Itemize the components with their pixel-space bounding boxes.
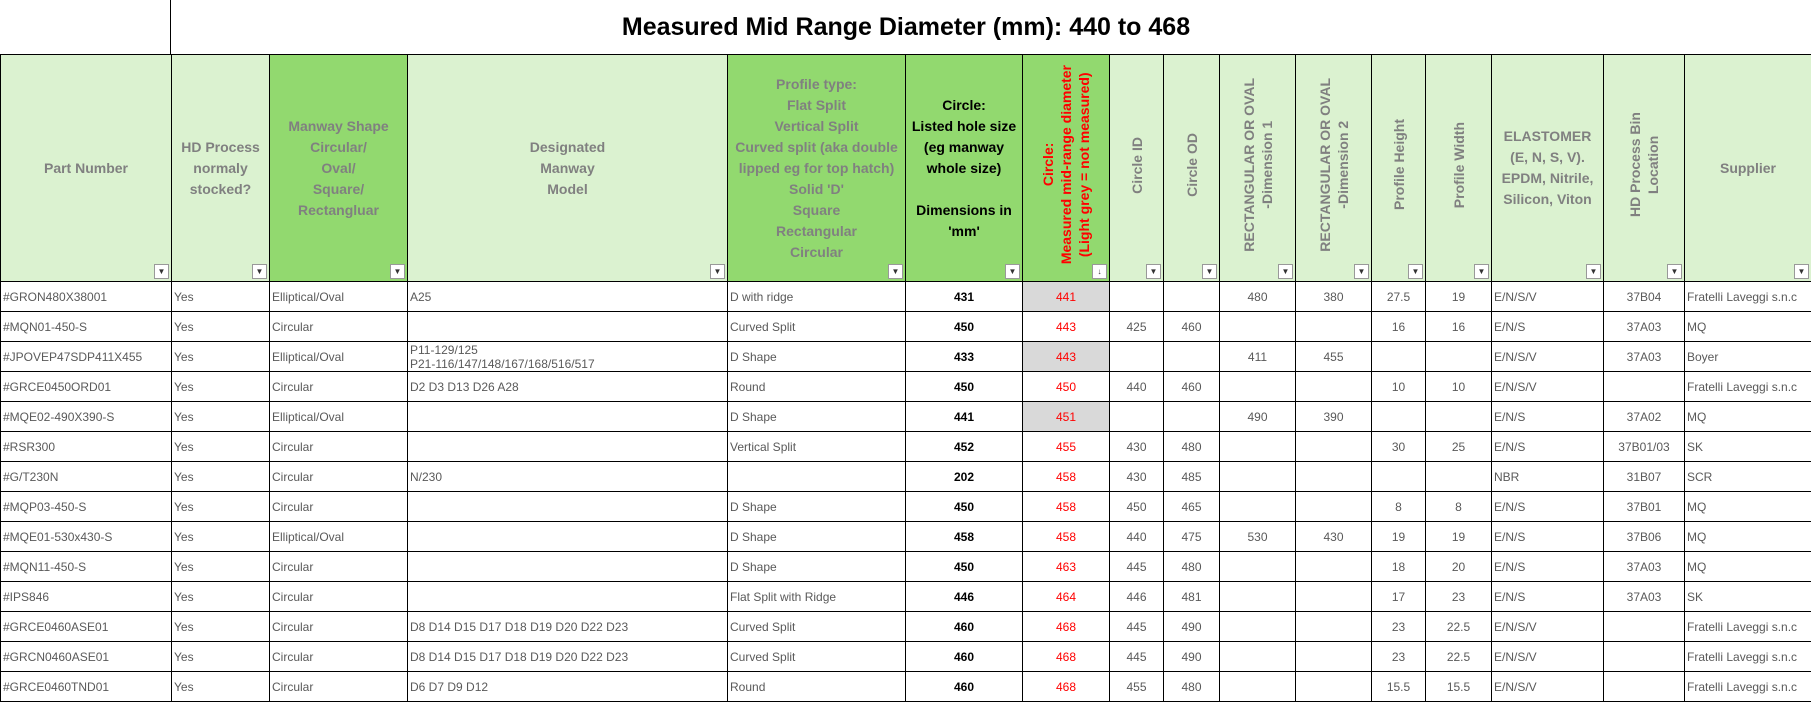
header-elastomer[interactable]: ELASTOMER (E, N, S, V). EPDM, Nitrile, Silicon, Viton ▼ xyxy=(1492,55,1604,282)
bin-location-cell[interactable]: 37B01 xyxy=(1604,492,1685,522)
part-number-cell[interactable]: #MQN01-450-S xyxy=(1,312,172,342)
bin-location-cell[interactable]: 37A03 xyxy=(1604,312,1685,342)
filter-dropdown-icon[interactable]: ▼ xyxy=(1354,264,1369,279)
listed-size-cell[interactable]: 460 xyxy=(906,642,1023,672)
profile-type-cell[interactable]: D with ridge xyxy=(728,282,906,312)
part-number-cell[interactable]: #GRCE0460ASE01 xyxy=(1,612,172,642)
listed-size-cell[interactable]: 460 xyxy=(906,672,1023,702)
rect-dim1-cell[interactable] xyxy=(1220,372,1296,402)
measured-diameter-cell[interactable]: 450 xyxy=(1023,372,1110,402)
filter-dropdown-icon[interactable]: ▼ xyxy=(1146,264,1161,279)
profile-height-cell[interactable] xyxy=(1372,342,1426,372)
hd-process-cell[interactable]: Yes xyxy=(172,372,270,402)
profile-type-cell[interactable]: Curved Split xyxy=(728,612,906,642)
profile-width-cell[interactable]: 20 xyxy=(1426,552,1492,582)
profile-width-cell[interactable]: 19 xyxy=(1426,282,1492,312)
profile-type-cell[interactable]: Flat Split with Ridge xyxy=(728,582,906,612)
circle-id-cell[interactable]: 430 xyxy=(1110,432,1164,462)
measured-diameter-cell[interactable]: 468 xyxy=(1023,672,1110,702)
profile-height-cell[interactable]: 27.5 xyxy=(1372,282,1426,312)
supplier-cell[interactable]: MQ xyxy=(1685,552,1811,582)
elastomer-cell[interactable]: E/N/S xyxy=(1492,522,1604,552)
table-row xyxy=(1,462,1811,492)
hd-process-cell[interactable]: Yes xyxy=(172,642,270,672)
profile-width-cell[interactable]: 22.5 xyxy=(1426,612,1492,642)
bin-location-cell[interactable]: 31B07 xyxy=(1604,462,1685,492)
manway-shape-cell[interactable]: Circular xyxy=(270,312,408,342)
bin-location-cell[interactable]: 37B01/03 xyxy=(1604,432,1685,462)
rect-dim1-cell[interactable] xyxy=(1220,312,1296,342)
rect-dim2-cell[interactable] xyxy=(1296,432,1372,462)
profile-height-cell[interactable]: 8 xyxy=(1372,492,1426,522)
supplier-cell[interactable]: MQ xyxy=(1685,312,1811,342)
table-row xyxy=(1,492,1811,522)
measured-diameter-cell[interactable]: 464 xyxy=(1023,582,1110,612)
manway-shape-cell[interactable]: Circular xyxy=(270,462,408,492)
elastomer-cell[interactable]: E/N/S/V xyxy=(1492,342,1604,372)
bin-location-cell[interactable] xyxy=(1604,612,1685,642)
designated-model-cell[interactable] xyxy=(408,402,728,432)
profile-width-cell[interactable]: 19 xyxy=(1426,522,1492,552)
circle-od-cell[interactable]: 465 xyxy=(1164,492,1220,522)
hd-process-cell[interactable]: Yes xyxy=(172,522,270,552)
circle-od-cell[interactable]: 480 xyxy=(1164,432,1220,462)
header-hd-process[interactable]: HD Process normaly stocked? ▼ xyxy=(172,55,270,282)
manway-shape-cell[interactable]: Circular xyxy=(270,612,408,642)
circle-id-cell[interactable] xyxy=(1110,282,1164,312)
profile-height-cell[interactable]: 10 xyxy=(1372,372,1426,402)
profile-height-cell[interactable]: 30 xyxy=(1372,432,1426,462)
part-number-cell[interactable]: #IPS846 xyxy=(1,582,172,612)
listed-size-cell[interactable]: 450 xyxy=(906,372,1023,402)
manway-shape-cell[interactable]: Circular xyxy=(270,552,408,582)
profile-height-cell[interactable] xyxy=(1372,462,1426,492)
hd-process-cell[interactable]: Yes xyxy=(172,462,270,492)
rect-dim2-cell[interactable] xyxy=(1296,672,1372,702)
profile-height-cell[interactable]: 23 xyxy=(1372,642,1426,672)
bin-location-cell[interactable] xyxy=(1604,672,1685,702)
rect-dim2-cell[interactable]: 380 xyxy=(1296,282,1372,312)
hd-process-cell[interactable]: Yes xyxy=(172,612,270,642)
rect-dim2-cell[interactable] xyxy=(1296,462,1372,492)
listed-size-cell[interactable]: 202 xyxy=(906,462,1023,492)
designated-model-cell[interactable]: N/230 xyxy=(408,462,728,492)
part-number-cell[interactable]: #MQP03-450-S xyxy=(1,492,172,522)
header-manway-shape[interactable]: Manway Shape Circular/ Oval/ Square/ Rectangluar ▼ xyxy=(270,55,408,282)
profile-width-cell[interactable] xyxy=(1426,462,1492,492)
profile-height-cell[interactable]: 16 xyxy=(1372,312,1426,342)
designated-model-cell[interactable]: A25 xyxy=(408,282,728,312)
designated-model-cell[interactable] xyxy=(408,342,728,372)
elastomer-cell[interactable]: NBR xyxy=(1492,462,1604,492)
hd-process-cell[interactable]: Yes xyxy=(172,582,270,612)
manway-shape-cell[interactable]: Circular xyxy=(270,672,408,702)
profile-width-cell[interactable]: 16 xyxy=(1426,312,1492,342)
circle-od-cell[interactable]: 485 xyxy=(1164,462,1220,492)
table-row xyxy=(1,672,1811,702)
table-row xyxy=(1,432,1811,462)
part-number-cell[interactable]: #GRCE0450ORD01 xyxy=(1,372,172,402)
bin-location-cell[interactable]: 37A03 xyxy=(1604,342,1685,372)
filter-dropdown-icon[interactable]: ▼ xyxy=(1408,264,1423,279)
part-number-cell[interactable]: #G/T230N xyxy=(1,462,172,492)
header-row xyxy=(1,55,1811,282)
profile-width-cell[interactable] xyxy=(1426,342,1492,372)
table-row xyxy=(1,372,1811,402)
rect-dim2-cell[interactable] xyxy=(1296,612,1372,642)
circle-id-cell[interactable]: 450 xyxy=(1110,492,1164,522)
rect-dim2-cell[interactable]: 455 xyxy=(1296,342,1372,372)
profile-width-cell[interactable] xyxy=(1426,402,1492,432)
profile-type-cell[interactable]: D Shape xyxy=(728,342,906,372)
rect-dim1-cell[interactable]: 530 xyxy=(1220,522,1296,552)
filter-dropdown-icon[interactable]: ▼ xyxy=(1586,264,1601,279)
filter-dropdown-icon[interactable]: ▼ xyxy=(710,264,725,279)
elastomer-cell[interactable]: E/N/S/V xyxy=(1492,612,1604,642)
circle-id-cell[interactable]: 425 xyxy=(1110,312,1164,342)
rect-dim1-cell[interactable] xyxy=(1220,492,1296,522)
circle-od-cell[interactable]: 480 xyxy=(1164,672,1220,702)
profile-type-cell[interactable]: Curved Split xyxy=(728,312,906,342)
elastomer-cell[interactable]: E/N/S/V xyxy=(1492,642,1604,672)
circle-od-cell[interactable] xyxy=(1164,282,1220,312)
manway-shape-cell[interactable]: Circular xyxy=(270,642,408,672)
listed-size-cell[interactable]: 450 xyxy=(906,492,1023,522)
supplier-cell[interactable]: SK xyxy=(1685,432,1811,462)
measured-diameter-cell[interactable]: 451 xyxy=(1023,402,1110,432)
designated-model-cell[interactable] xyxy=(408,522,728,552)
rect-dim1-cell[interactable] xyxy=(1220,462,1296,492)
designated-model-cell[interactable] xyxy=(408,552,728,582)
profile-type-cell[interactable]: Round xyxy=(728,672,906,702)
header-bin-location[interactable]: HD Process Bin Location ▼ xyxy=(1604,55,1685,282)
designated-model-cell[interactable]: D6 D7 D9 D12 xyxy=(408,672,728,702)
table-row xyxy=(1,552,1811,582)
header-circle-od[interactable]: Circle OD ▼ xyxy=(1164,55,1220,282)
filter-dropdown-icon[interactable]: ▼ xyxy=(1202,264,1217,279)
part-number-cell[interactable]: #GRCE0460TND01 xyxy=(1,672,172,702)
filter-dropdown-icon[interactable]: ▼ xyxy=(1474,264,1489,279)
rect-dim2-cell[interactable] xyxy=(1296,372,1372,402)
manway-shape-cell[interactable]: Elliptical/Oval xyxy=(270,342,408,372)
filter-dropdown-icon[interactable]: ▼ xyxy=(252,264,267,279)
profile-type-cell[interactable]: D Shape xyxy=(728,492,906,522)
rect-dim2-cell[interactable] xyxy=(1296,312,1372,342)
profile-height-cell[interactable]: 19 xyxy=(1372,522,1426,552)
elastomer-cell[interactable]: E/N/S/V xyxy=(1492,672,1604,702)
header-profile-type[interactable]: Profile type: Flat Split Vertical Split Curved split (aka double lipped eg for top hatch) Solid 'D' Square Rectangular Circular ▼ xyxy=(728,55,906,282)
measured-diameter-cell[interactable]: 443 xyxy=(1023,342,1110,372)
elastomer-cell[interactable]: E/N/S xyxy=(1492,552,1604,582)
circle-id-cell[interactable]: 445 xyxy=(1110,612,1164,642)
manway-shape-cell[interactable]: Elliptical/Oval xyxy=(270,522,408,552)
profile-type-cell[interactable]: Round xyxy=(728,372,906,402)
parts-table xyxy=(0,54,1811,702)
bin-location-cell[interactable] xyxy=(1604,372,1685,402)
table-row xyxy=(1,402,1811,432)
header-circle-listed[interactable]: Circle: Listed hole size (eg manway whole size) Dimensions in 'mm' ▼ xyxy=(906,55,1023,282)
profile-height-cell[interactable]: 15.5 xyxy=(1372,672,1426,702)
circle-od-cell[interactable]: 460 xyxy=(1164,312,1220,342)
elastomer-cell[interactable]: E/N/S xyxy=(1492,432,1604,462)
circle-od-cell[interactable] xyxy=(1164,402,1220,432)
title-blank-cell[interactable] xyxy=(0,0,171,54)
rect-dim1-cell[interactable]: 411 xyxy=(1220,342,1296,372)
supplier-cell[interactable]: Fratelli Laveggi s.n.c xyxy=(1685,672,1811,702)
bin-location-cell[interactable]: 37B04 xyxy=(1604,282,1685,312)
circle-id-cell[interactable]: 455 xyxy=(1110,672,1164,702)
hd-process-cell[interactable]: Yes xyxy=(172,552,270,582)
rect-dim1-cell[interactable] xyxy=(1220,582,1296,612)
rect-dim1-cell[interactable]: 480 xyxy=(1220,282,1296,312)
filter-dropdown-icon[interactable]: ▼ xyxy=(1667,264,1682,279)
profile-height-cell[interactable]: 18 xyxy=(1372,552,1426,582)
profile-width-cell[interactable]: 23 xyxy=(1426,582,1492,612)
profile-height-cell[interactable]: 23 xyxy=(1372,612,1426,642)
circle-od-cell[interactable]: 460 xyxy=(1164,372,1220,402)
supplier-cell[interactable]: Fratelli Laveggi s.n.c xyxy=(1685,642,1811,672)
supplier-cell[interactable]: Fratelli Laveggi s.n.c xyxy=(1685,372,1811,402)
circle-od-cell[interactable]: 475 xyxy=(1164,522,1220,552)
profile-height-cell[interactable] xyxy=(1372,402,1426,432)
hd-process-cell[interactable]: Yes xyxy=(172,402,270,432)
table-row xyxy=(1,342,1811,372)
bin-location-cell[interactable]: 37A03 xyxy=(1604,552,1685,582)
profile-type-cell[interactable]: D Shape xyxy=(728,522,906,552)
header-profile-height[interactable]: Profile Height ▼ xyxy=(1372,55,1426,282)
rect-dim1-cell[interactable] xyxy=(1220,432,1296,462)
rect-dim1-cell[interactable]: 490 xyxy=(1220,402,1296,432)
bin-location-cell[interactable]: 37A02 xyxy=(1604,402,1685,432)
listed-size-cell[interactable]: 431 xyxy=(906,282,1023,312)
circle-od-cell[interactable] xyxy=(1164,342,1220,372)
designated-model-cell[interactable]: D8 D14 D15 D17 D18 D19 D20 D22 D23 xyxy=(408,642,728,672)
profile-width-cell[interactable]: 8 xyxy=(1426,492,1492,522)
table-body xyxy=(1,282,1811,702)
manway-shape-cell[interactable]: Elliptical/Oval xyxy=(270,402,408,432)
rect-dim1-cell[interactable] xyxy=(1220,552,1296,582)
header-part-number[interactable]: Part Number ▼ xyxy=(1,55,172,282)
supplier-cell[interactable]: MQ xyxy=(1685,402,1811,432)
supplier-cell[interactable]: SK xyxy=(1685,582,1811,612)
designated-model-cell[interactable] xyxy=(408,582,728,612)
supplier-cell[interactable]: SCR xyxy=(1685,462,1811,492)
circle-id-cell[interactable]: 440 xyxy=(1110,372,1164,402)
listed-size-cell[interactable]: 458 xyxy=(906,522,1023,552)
measured-diameter-cell[interactable]: 468 xyxy=(1023,612,1110,642)
circle-id-cell[interactable] xyxy=(1110,402,1164,432)
filter-dropdown-icon[interactable]: ▼ xyxy=(1278,264,1293,279)
circle-od-cell[interactable]: 480 xyxy=(1164,552,1220,582)
designated-model-cell[interactable]: D8 D14 D15 D17 D18 D19 D20 D22 D23 xyxy=(408,612,728,642)
supplier-cell[interactable]: Fratelli Laveggi s.n.c xyxy=(1685,282,1811,312)
elastomer-cell[interactable]: E/N/S xyxy=(1492,492,1604,522)
table-row xyxy=(1,642,1811,672)
rect-dim2-cell[interactable]: 430 xyxy=(1296,522,1372,552)
rect-dim2-cell[interactable] xyxy=(1296,552,1372,582)
filter-dropdown-icon[interactable]: ▼ xyxy=(154,264,169,279)
circle-id-cell[interactable]: 446 xyxy=(1110,582,1164,612)
filter-dropdown-icon[interactable]: ▼ xyxy=(1794,264,1809,279)
profile-width-cell[interactable]: 25 xyxy=(1426,432,1492,462)
header-rect-dim2[interactable]: RECTANGULAR OR OVAL -Dimension 2 ▼ xyxy=(1296,55,1372,282)
profile-width-cell[interactable]: 15.5 xyxy=(1426,672,1492,702)
hd-process-cell[interactable]: Yes xyxy=(172,312,270,342)
designated-model-cell[interactable] xyxy=(408,312,728,342)
table-row xyxy=(1,312,1811,342)
measured-diameter-cell[interactable]: 468 xyxy=(1023,642,1110,672)
designated-model-cell[interactable] xyxy=(408,432,728,462)
bin-location-cell[interactable]: 37B06 xyxy=(1604,522,1685,552)
listed-size-cell[interactable]: 433 xyxy=(906,342,1023,372)
filter-dropdown-icon[interactable]: ▼ xyxy=(390,264,405,279)
elastomer-cell[interactable]: E/N/S xyxy=(1492,582,1604,612)
table-row xyxy=(1,282,1811,312)
header-profile-width[interactable]: Profile Width ▼ xyxy=(1426,55,1492,282)
circle-od-cell[interactable]: 481 xyxy=(1164,582,1220,612)
measured-diameter-cell[interactable]: 463 xyxy=(1023,552,1110,582)
elastomer-cell[interactable]: E/N/S/V xyxy=(1492,282,1604,312)
title-row xyxy=(0,0,1811,55)
supplier-cell[interactable]: Fratelli Laveggi s.n.c xyxy=(1685,612,1811,642)
header-measured-diameter[interactable]: Circle: Measured mid-range diameter (Light grey = not measured) ↓ xyxy=(1023,55,1110,282)
profile-type-cell[interactable]: D Shape xyxy=(728,402,906,432)
circle-id-cell[interactable]: 445 xyxy=(1110,552,1164,582)
hd-process-cell[interactable]: Yes xyxy=(172,492,270,522)
rect-dim1-cell[interactable] xyxy=(1220,612,1296,642)
listed-size-cell[interactable]: 460 xyxy=(906,612,1023,642)
elastomer-cell[interactable]: E/N/S/V xyxy=(1492,372,1604,402)
model-line: P21-116/147/148/167/168/516/517 xyxy=(410,356,595,371)
part-number-cell[interactable]: #GRON480X38001 xyxy=(1,282,172,312)
measured-diameter-cell[interactable]: 441 xyxy=(1023,282,1110,312)
supplier-cell[interactable]: MQ xyxy=(1685,492,1811,522)
listed-size-cell[interactable]: 446 xyxy=(906,582,1023,612)
hd-process-cell[interactable]: Yes xyxy=(172,672,270,702)
part-number-cell[interactable]: #MQE02-490X390-S xyxy=(1,402,172,432)
profile-width-cell[interactable]: 10 xyxy=(1426,372,1492,402)
sort-filter-icon[interactable]: ↓ xyxy=(1092,264,1107,279)
header-rect-dim1[interactable]: RECTANGULAR OR OVAL -Dimension 1 ▼ xyxy=(1220,55,1296,282)
elastomer-cell[interactable]: E/N/S xyxy=(1492,402,1604,432)
designated-model-cell[interactable] xyxy=(408,492,728,522)
manway-shape-cell[interactable]: Elliptical/Oval xyxy=(270,282,408,312)
model-line: P11-129/125 xyxy=(410,342,478,357)
profile-type-cell[interactable]: Curved Split xyxy=(728,642,906,672)
rect-dim2-cell[interactable] xyxy=(1296,582,1372,612)
circle-id-cell[interactable]: 440 xyxy=(1110,522,1164,552)
measured-diameter-cell[interactable]: 458 xyxy=(1023,522,1110,552)
hd-process-cell[interactable]: Yes xyxy=(172,342,270,372)
part-number-cell[interactable]: #MQE01-530x430-S xyxy=(1,522,172,552)
table-row xyxy=(1,522,1811,552)
circle-id-cell[interactable]: 445 xyxy=(1110,642,1164,672)
profile-width-cell[interactable]: 22.5 xyxy=(1426,642,1492,672)
hd-process-cell[interactable]: Yes xyxy=(172,282,270,312)
part-number-cell[interactable]: #JPOVEP47SDP411X455 xyxy=(1,342,172,372)
profile-type-cell[interactable]: D Shape xyxy=(728,552,906,582)
listed-size-cell[interactable]: 441 xyxy=(906,402,1023,432)
profile-height-cell[interactable]: 17 xyxy=(1372,582,1426,612)
supplier-cell[interactable]: Boyer xyxy=(1685,342,1811,372)
measured-diameter-cell[interactable]: 443 xyxy=(1023,312,1110,342)
bin-location-cell[interactable] xyxy=(1604,642,1685,672)
profile-type-cell[interactable] xyxy=(728,462,906,492)
manway-shape-cell[interactable]: Circular xyxy=(270,432,408,462)
listed-size-cell[interactable]: 450 xyxy=(906,312,1023,342)
circle-id-cell[interactable]: 430 xyxy=(1110,462,1164,492)
part-number-cell[interactable]: #RSR300 xyxy=(1,432,172,462)
elastomer-cell[interactable]: E/N/S xyxy=(1492,312,1604,342)
rect-dim1-cell[interactable] xyxy=(1220,642,1296,672)
hd-process-cell[interactable]: Yes xyxy=(172,432,270,462)
rect-dim2-cell[interactable] xyxy=(1296,492,1372,522)
rect-dim2-cell[interactable]: 390 xyxy=(1296,402,1372,432)
circle-od-cell[interactable]: 490 xyxy=(1164,612,1220,642)
sheet-title[interactable]: Measured Mid Range Diameter (mm): 440 to 468 xyxy=(621,12,1191,41)
profile-type-cell[interactable]: Vertical Split xyxy=(728,432,906,462)
manway-shape-cell[interactable]: Circular xyxy=(270,582,408,612)
filter-dropdown-icon[interactable]: ▼ xyxy=(888,264,903,279)
manway-shape-cell[interactable]: Circular xyxy=(270,372,408,402)
header-circle-id[interactable]: Circle ID ▼ xyxy=(1110,55,1164,282)
table-row xyxy=(1,582,1811,612)
rect-dim2-cell[interactable] xyxy=(1296,642,1372,672)
table-row xyxy=(1,612,1811,642)
measured-diameter-cell[interactable]: 455 xyxy=(1023,432,1110,462)
header-supplier[interactable]: Supplier ▼ xyxy=(1685,55,1811,282)
part-number-cell[interactable]: #GRCN0460ASE01 xyxy=(1,642,172,672)
bin-location-cell[interactable]: 37A03 xyxy=(1604,582,1685,612)
header-designated-model[interactable]: Designated Manway Model ▼ xyxy=(408,55,728,282)
rect-dim1-cell[interactable] xyxy=(1220,672,1296,702)
filter-dropdown-icon[interactable]: ▼ xyxy=(1005,264,1020,279)
measured-diameter-cell[interactable]: 458 xyxy=(1023,462,1110,492)
manway-shape-cell[interactable]: Circular xyxy=(270,492,408,522)
measured-diameter-cell[interactable]: 458 xyxy=(1023,492,1110,522)
supplier-cell[interactable]: MQ xyxy=(1685,522,1811,552)
circle-od-cell[interactable]: 490 xyxy=(1164,642,1220,672)
circle-id-cell[interactable] xyxy=(1110,342,1164,372)
designated-model-cell[interactable]: D2 D3 D13 D26 A28 xyxy=(408,372,728,402)
listed-size-cell[interactable]: 452 xyxy=(906,432,1023,462)
part-number-cell[interactable]: #MQN11-450-S xyxy=(1,552,172,582)
listed-size-cell[interactable]: 450 xyxy=(906,552,1023,582)
